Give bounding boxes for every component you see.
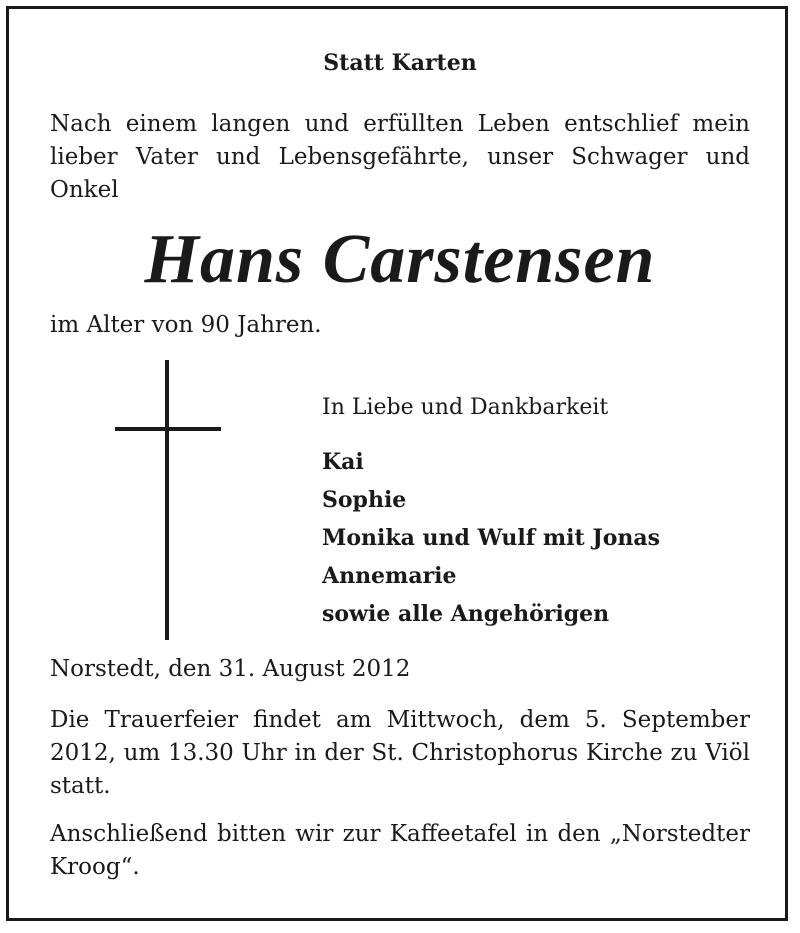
age-line: im Alter von 90 Jahren. (50, 312, 322, 338)
family-list (322, 443, 660, 633)
coffee-info: Anschließend bitten wir zur Kaffeetafel in den „Norstedter Kroog“. (50, 821, 750, 880)
family-member: Monika und Wulf mit Jonas (322, 525, 661, 551)
family-member: Annemarie (322, 563, 457, 589)
cross-horizontal-bar (115, 427, 221, 431)
funeral-info: Die Trauerfeier findet am Mittwoch, dem 5. September 2012, um 13.30 Uhr in der St. Christophorus Kirche zu Viöl statt. (50, 707, 750, 799)
family-member: Kai (322, 449, 364, 475)
cross-vertical-bar (165, 360, 169, 640)
deceased-name: Hans Carstensen (144, 221, 656, 298)
family-member: Sophie (322, 487, 407, 513)
intro-text: Nach einem langen und erfüllten Leben entschlief mein lieber Vater und Lebensgefährte, unser Schwager und Onkel (50, 111, 750, 203)
place-date: Norstedt, den 31. August 2012 (50, 656, 411, 682)
family-member: sowie alle Angehörigen (322, 601, 610, 627)
notice-header: Statt Karten (323, 50, 477, 76)
dedication-line: In Liebe und Dankbarkeit (322, 395, 609, 420)
